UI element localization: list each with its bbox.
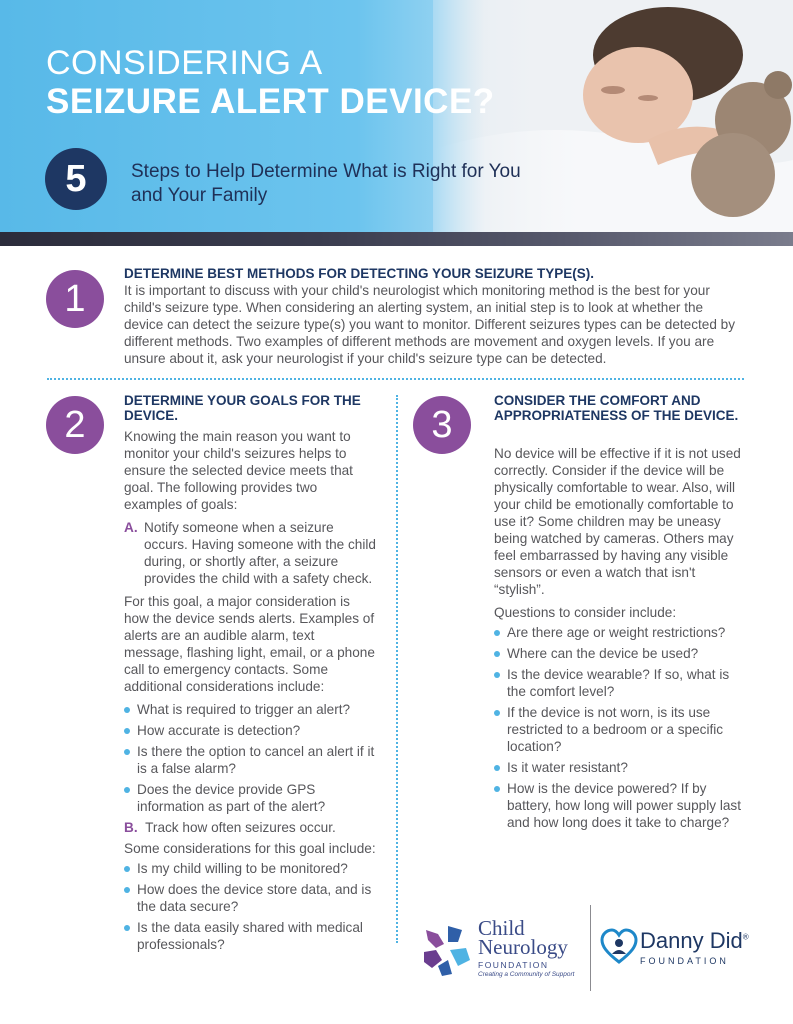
step-3-heading: CONSIDER THE COMFORT AND APPROPRIATENESS OF THE DEVICE. bbox=[494, 393, 739, 423]
bullet-dot-icon bbox=[124, 925, 130, 931]
goal-b bbox=[124, 819, 376, 836]
child-neurology-foundation-label: FOUNDATION bbox=[478, 960, 549, 970]
list-item: How is the device powered? If by battery, how long will power supply last and how long does it take to charge? bbox=[494, 780, 746, 831]
goal-a-detail: For this goal, a major consideration is how the device sends alerts. Examples of alerts are an audible alarm, text message, flashing light, email, or a phone call to emergency contacts. Some additional considerations include: bbox=[124, 594, 375, 694]
list-item: Is there the option to cancel an alert if it is a false alarm? bbox=[124, 743, 376, 777]
list-item: How accurate is detection? bbox=[124, 722, 376, 739]
header-title-line1: CONSIDERING A bbox=[46, 44, 323, 82]
danny-did-wordmark: Danny Did® bbox=[640, 928, 749, 953]
step-1-body bbox=[124, 282, 746, 373]
goal-a-letter: A. bbox=[124, 520, 138, 535]
goal-b-letter: B. bbox=[124, 820, 138, 835]
bullet-dot-icon bbox=[494, 630, 500, 636]
child-neurology-tagline: Creating a Community of Support bbox=[478, 971, 575, 978]
list-item: How does the device store data, and is the data secure? bbox=[124, 881, 376, 915]
goal-a bbox=[124, 519, 376, 587]
step-1-badge: 1 bbox=[46, 270, 104, 328]
step-2-body bbox=[124, 428, 376, 957]
step-3-body bbox=[494, 445, 746, 835]
list-item: Are there age or weight restrictions? bbox=[494, 624, 746, 641]
list-item: Does the device provide GPS information as part of the alert? bbox=[124, 781, 376, 815]
bullet-dot-icon bbox=[494, 786, 500, 792]
step-1-paragraph: It is important to discuss with your child's neurologist which monitoring method is the best for your child's seizure type. When considering an alerting system, an initial step is to look at whether the device can detect the seizure type(s) you want to monitor. Different seizures types can be detected by different methods. Two examples of different methods are movement and oxygen levels. If you are unsure about it, ask your neurologist if your child's seizure type can be detected. bbox=[124, 283, 736, 366]
step-3-bullet-list bbox=[494, 624, 746, 831]
header-banner bbox=[0, 0, 793, 232]
bullet-dot-icon bbox=[494, 672, 500, 678]
bullet-dot-icon bbox=[494, 651, 500, 657]
step-2-intro: Knowing the main reason you want to monitor your child's seizures helps to ensure the selected device meets that goal. The following provides two examples of goals: bbox=[124, 429, 353, 512]
step-3-badge: 3 bbox=[413, 396, 471, 454]
child-neurology-hands-icon bbox=[418, 920, 476, 978]
child-neurology-wordmark: Child Neurology bbox=[478, 916, 568, 959]
step-3-paragraph: No device will be effective if it is not used correctly. Consider if the device will be physically comfortable to wear. Also, will your child be emotionally comfortable to use it? Some children may be uneasy being watched by cameras. Others may feel embarrassed by having any visible sensors or even a watch that isn't “stylish”. bbox=[494, 446, 741, 597]
bullet-dot-icon bbox=[124, 707, 130, 713]
steps-number-badge: 5 bbox=[45, 148, 107, 210]
bullet-dot-icon bbox=[124, 887, 130, 893]
list-item: Is the device wearable? If so, what is the comfort level? bbox=[494, 666, 746, 700]
registered-mark: ® bbox=[742, 932, 749, 942]
step-2-badge: 2 bbox=[46, 396, 104, 454]
bullet-dot-icon bbox=[494, 765, 500, 771]
bullet-dot-icon bbox=[124, 866, 130, 872]
steps-subtitle: Steps to Help Determine What is Right for You and Your Family bbox=[131, 161, 521, 206]
bullet-dot-icon bbox=[124, 787, 130, 793]
bullet-dot-icon bbox=[124, 749, 130, 755]
goal-a-bullet-list bbox=[124, 701, 376, 815]
step-3-questions-intro: Questions to consider include: bbox=[494, 605, 677, 620]
vertical-dotted-divider bbox=[396, 395, 398, 943]
list-item: Is the data easily shared with medical professionals? bbox=[124, 919, 376, 953]
step-1-heading: DETERMINE BEST METHODS FOR DETECTING YOUR SEIZURE TYPE(S). bbox=[124, 266, 595, 281]
goal-a-text: Notify someone when a seizure occurs. Having someone with the child during, or shortly after, a seizure provides the child with a safety check. bbox=[144, 520, 376, 586]
list-item: Is it water resistant? bbox=[494, 759, 746, 776]
danny-did-foundation-label: FOUNDATION bbox=[640, 956, 729, 966]
list-item: Is my child willing to be monitored? bbox=[124, 860, 376, 877]
header-dark-band bbox=[0, 232, 793, 246]
goal-b-text: Track how often seizures occur. bbox=[145, 820, 336, 835]
list-item: Where can the device be used? bbox=[494, 645, 746, 662]
goal-b-detail: Some considerations for this goal include: bbox=[124, 841, 376, 856]
danny-did-heart-icon bbox=[600, 928, 638, 966]
list-item: What is required to trigger an alert? bbox=[124, 701, 376, 718]
horizontal-dotted-divider bbox=[47, 378, 744, 380]
logo-divider bbox=[590, 905, 591, 991]
bullet-dot-icon bbox=[494, 710, 500, 716]
step-2-heading: DETERMINE YOUR GOALS FOR THE DEVICE. bbox=[124, 393, 361, 423]
list-item: If the device is not worn, is its use restricted to a bedroom or a specific location? bbox=[494, 704, 746, 755]
header-title-line2: SEIZURE ALERT DEVICE? bbox=[46, 82, 495, 121]
bullet-dot-icon bbox=[124, 728, 130, 734]
goal-b-bullet-list bbox=[124, 860, 376, 953]
